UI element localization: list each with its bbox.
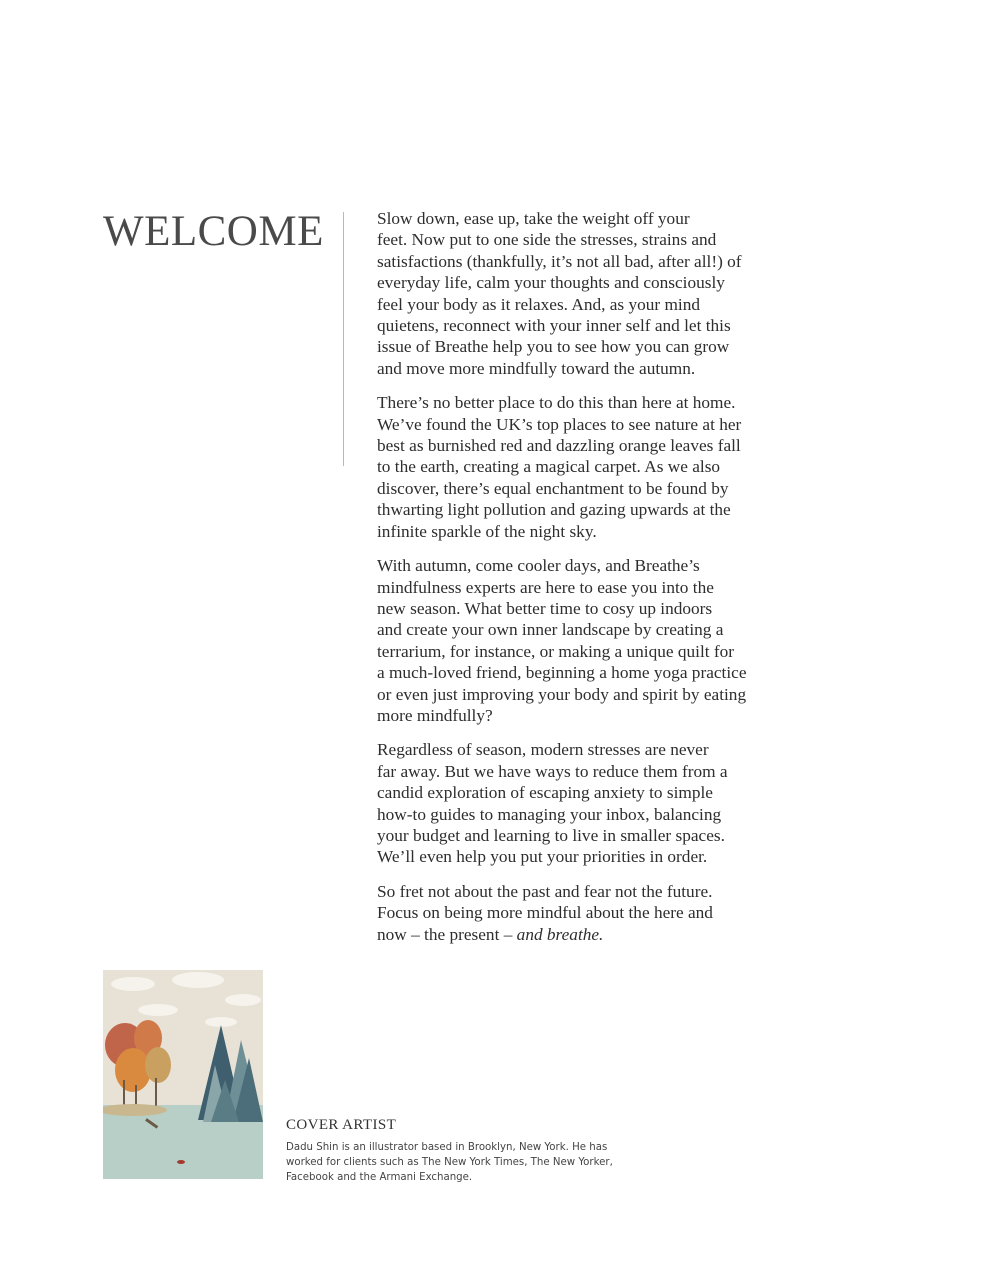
editorial-body bbox=[377, 208, 772, 958]
cover-illustration-art bbox=[103, 970, 263, 1179]
cover-artist-title: COVER ARTIST bbox=[286, 1117, 397, 1133]
closing-emphasis: and breathe. bbox=[516, 924, 604, 944]
paragraph-4: Regardless of season, modern stresses are never far away. But we have ways to reduce them from a candid exploration of escaping anxiety to simple how-to guides to managing your inbox, balancing your budget and learning to live in smaller spaces. We’ll even help you put your priorities in order. bbox=[377, 740, 728, 867]
paragraph-3: With autumn, come cooler days, and Breathe’s mindfulness experts are here to ease you into the new season. What better time to cosy up indoors and create your own inner landscape by creating a terrarium, for instance, or making a unique quilt for a much-loved friend, beginning a home yoga practice or even just improving your body and spirit by eating more mindfully? bbox=[377, 556, 747, 725]
cover-artist-description: Dadu Shin is an illustrator based in Brooklyn, New York. He has worked for clients such as The New York Times, The New Yorker, Facebook and the Armani Exchange. bbox=[286, 1142, 613, 1183]
closing-text: So fret not about the past and fear not the future. Focus on being more mindful about the here and now – the present – bbox=[377, 881, 713, 944]
vertical-divider bbox=[343, 212, 344, 466]
cover-boat bbox=[177, 1160, 185, 1164]
paragraph-2: There’s no better place to do this than here at home. We’ve found the UK’s top places to see nature at her best as burnished red and dazzling orange leaves fall to the earth, creating a magical carpet. As we also discover, there’s equal enchantment to be found by thwarting light pollution and gazing upwards at the infinite sparkle of the night sky. bbox=[377, 393, 742, 541]
cover-illustration bbox=[103, 970, 263, 1179]
paragraph-1: Slow down, ease up, take the weight off your feet. Now put to one side the stresses, strains and satisfactions (thankfully, it’s not all bad, after all!) of everyday life, calm your thoughts and consciously feel your body as it relaxes. And, as your mind quietens, reconnect with your inner self and let this issue of Breathe help you to see how you can grow and move more mindfully toward the autumn. bbox=[377, 209, 742, 378]
page-title: WELCOME bbox=[103, 208, 324, 255]
closing-paragraph bbox=[377, 881, 772, 945]
